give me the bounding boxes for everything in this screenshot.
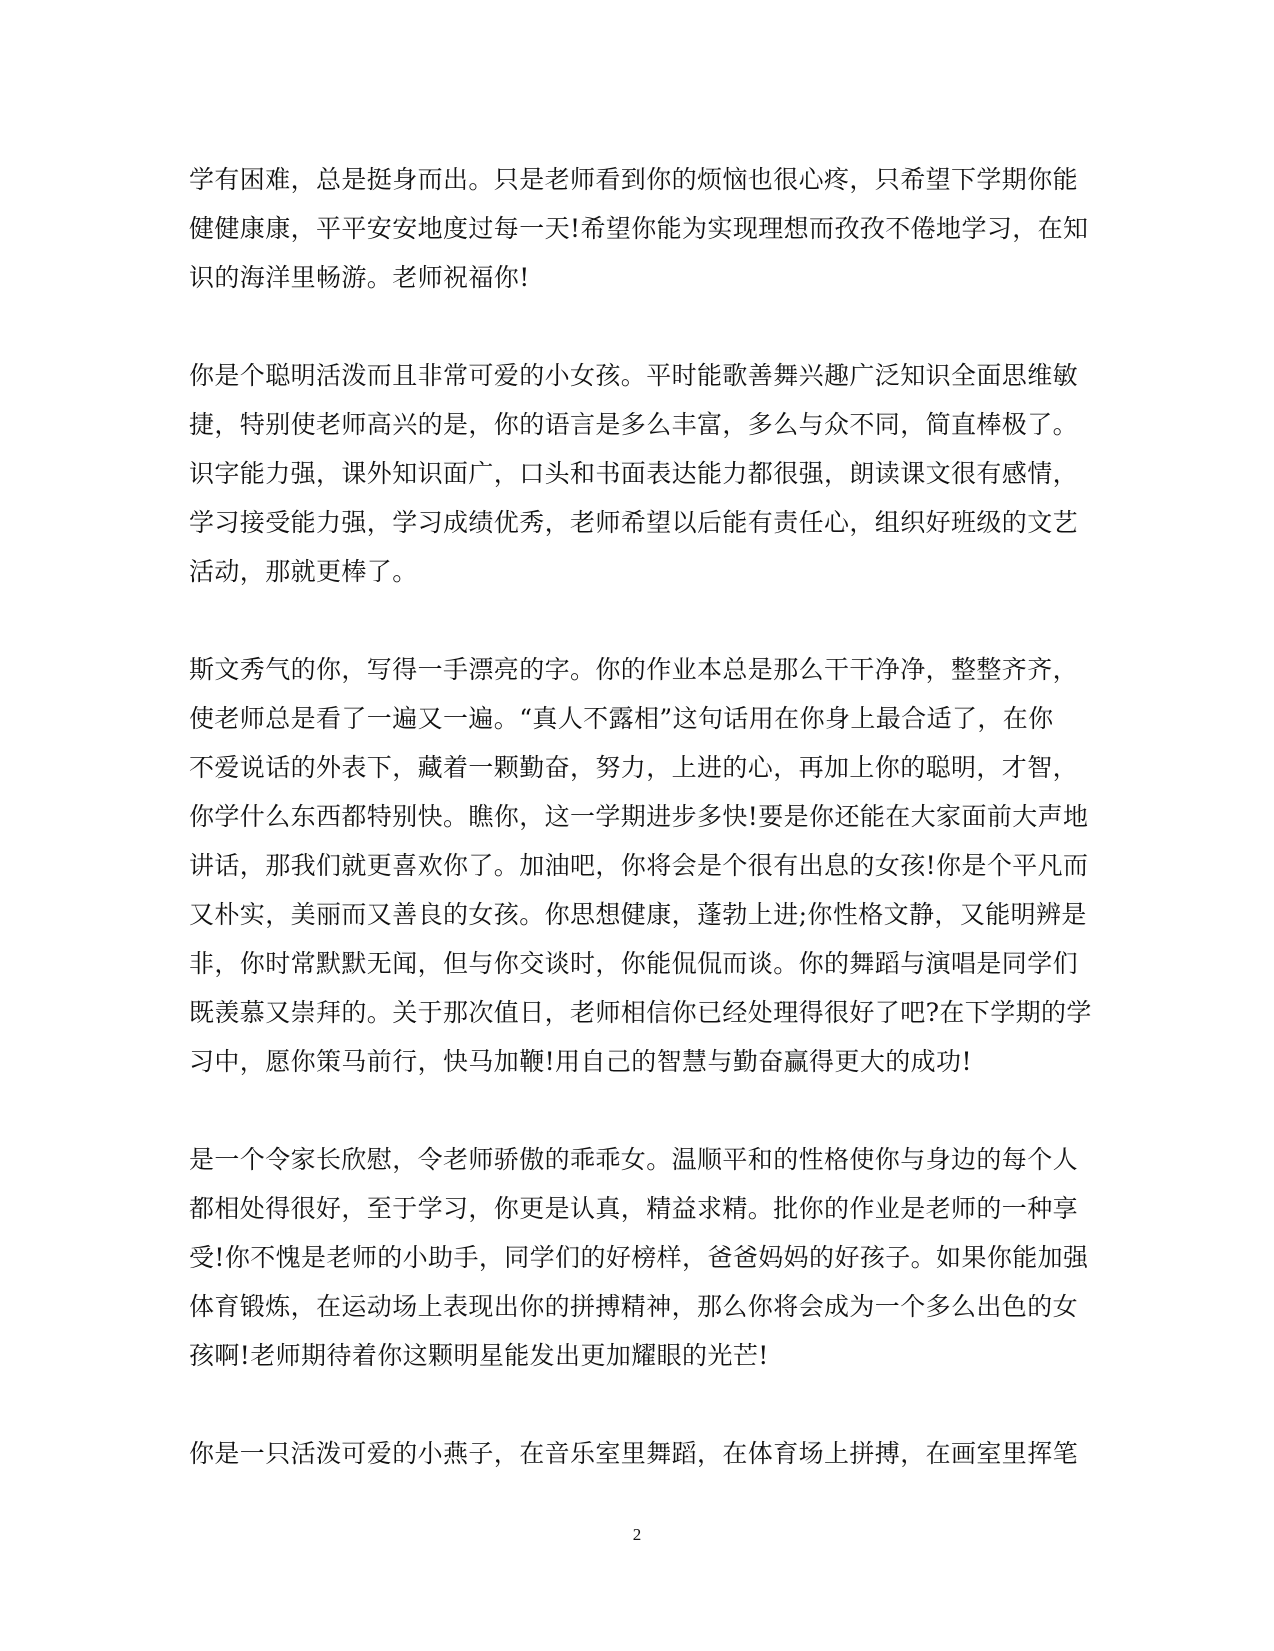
text-line: 捷，特别使老师高兴的是，你的语言是多么丰富，多么与众不同，简直棒极了。 bbox=[189, 410, 1079, 439]
text-line: 不爱说话的外表下，藏着一颗勤奋，努力，上进的心，再加上你的聪明，才智， bbox=[189, 753, 1079, 782]
paragraph-5 bbox=[189, 1429, 1089, 1478]
text-line: 活动，那就更棒了。 bbox=[189, 557, 418, 586]
text-line: 非，你时常默默无闻，但与你交谈时，你能侃侃而谈。你的舞蹈与演唱是同学们 bbox=[189, 949, 1079, 978]
text-line: 识的海洋里畅游。老师祝福你! bbox=[189, 263, 530, 292]
text-line: 健健康康，平平安安地度过每一天!希望你能为实现理想而孜孜不倦地学习，在知 bbox=[189, 214, 1089, 243]
paragraph-4 bbox=[189, 1135, 1089, 1380]
text-line: 你是一只活泼可爱的小燕子，在音乐室里舞蹈，在体育场上拼搏，在画室里挥笔 bbox=[189, 1439, 1079, 1468]
text-line: 识字能力强，课外知识面广，口头和书面表达能力都很强，朗读课文很有感情， bbox=[189, 459, 1079, 488]
paragraph-1 bbox=[189, 155, 1089, 302]
text-line: 讲话，那我们就更喜欢你了。加油吧，你将会是个很有出息的女孩!你是个平凡而 bbox=[189, 851, 1089, 880]
text-line: 你学什么东西都特别快。瞧你，这一学期进步多快!要是你还能在大家面前大声地 bbox=[189, 802, 1089, 831]
text-line: 又朴实，美丽而又善良的女孩。你思想健康，蓬勃上进;你性格文静，又能明辨是 bbox=[189, 900, 1087, 929]
text-line: 体育锻炼，在运动场上表现出你的拼搏精神，那么你将会成为一个多么出色的女 bbox=[189, 1292, 1079, 1321]
text-line: 学习接受能力强，学习成绩优秀，老师希望以后能有责任心，组织好班级的文艺 bbox=[189, 508, 1079, 537]
page-number: 2 bbox=[632, 1525, 642, 1544]
text-line: 你是个聪明活泼而且非常可爱的小女孩。平时能歌善舞兴趣广泛知识全面思维敏 bbox=[189, 361, 1079, 390]
text-line: 习中，愿你策马前行，快马加鞭!用自己的智慧与勤奋赢得更大的成功! bbox=[189, 1047, 972, 1076]
text-line: 使老师总是看了一遍又一遍。“真人不露相”这句话用在你身上最合适了，在你 bbox=[189, 704, 1054, 733]
text-line: 孩啊!老师期待着你这颗明星能发出更加耀眼的光芒! bbox=[189, 1341, 769, 1370]
text-line: 都相处得很好，至于学习，你更是认真，精益求精。批你的作业是老师的一种享 bbox=[189, 1194, 1079, 1223]
text-line: 是一个令家长欣慰，令老师骄傲的乖乖女。温顺平和的性格使你与身边的每个人 bbox=[189, 1145, 1079, 1174]
document-body bbox=[189, 155, 1092, 1527]
paragraph-2 bbox=[189, 351, 1089, 596]
text-line: 受!你不愧是老师的小助手，同学们的好榜样，爸爸妈妈的好孩子。如果你能加强 bbox=[189, 1243, 1089, 1272]
text-line: 斯文秀气的你，写得一手漂亮的字。你的作业本总是那么干干净净，整整齐齐， bbox=[189, 655, 1079, 684]
paragraph-3 bbox=[189, 645, 1092, 1086]
text-line: 既羡慕又崇拜的。关于那次值日，老师相信你已经处理得很好了吧?在下学期的学 bbox=[189, 998, 1092, 1027]
text-line: 学有困难，总是挺身而出。只是老师看到你的烦恼也很心疼，只希望下学期你能 bbox=[189, 165, 1079, 194]
